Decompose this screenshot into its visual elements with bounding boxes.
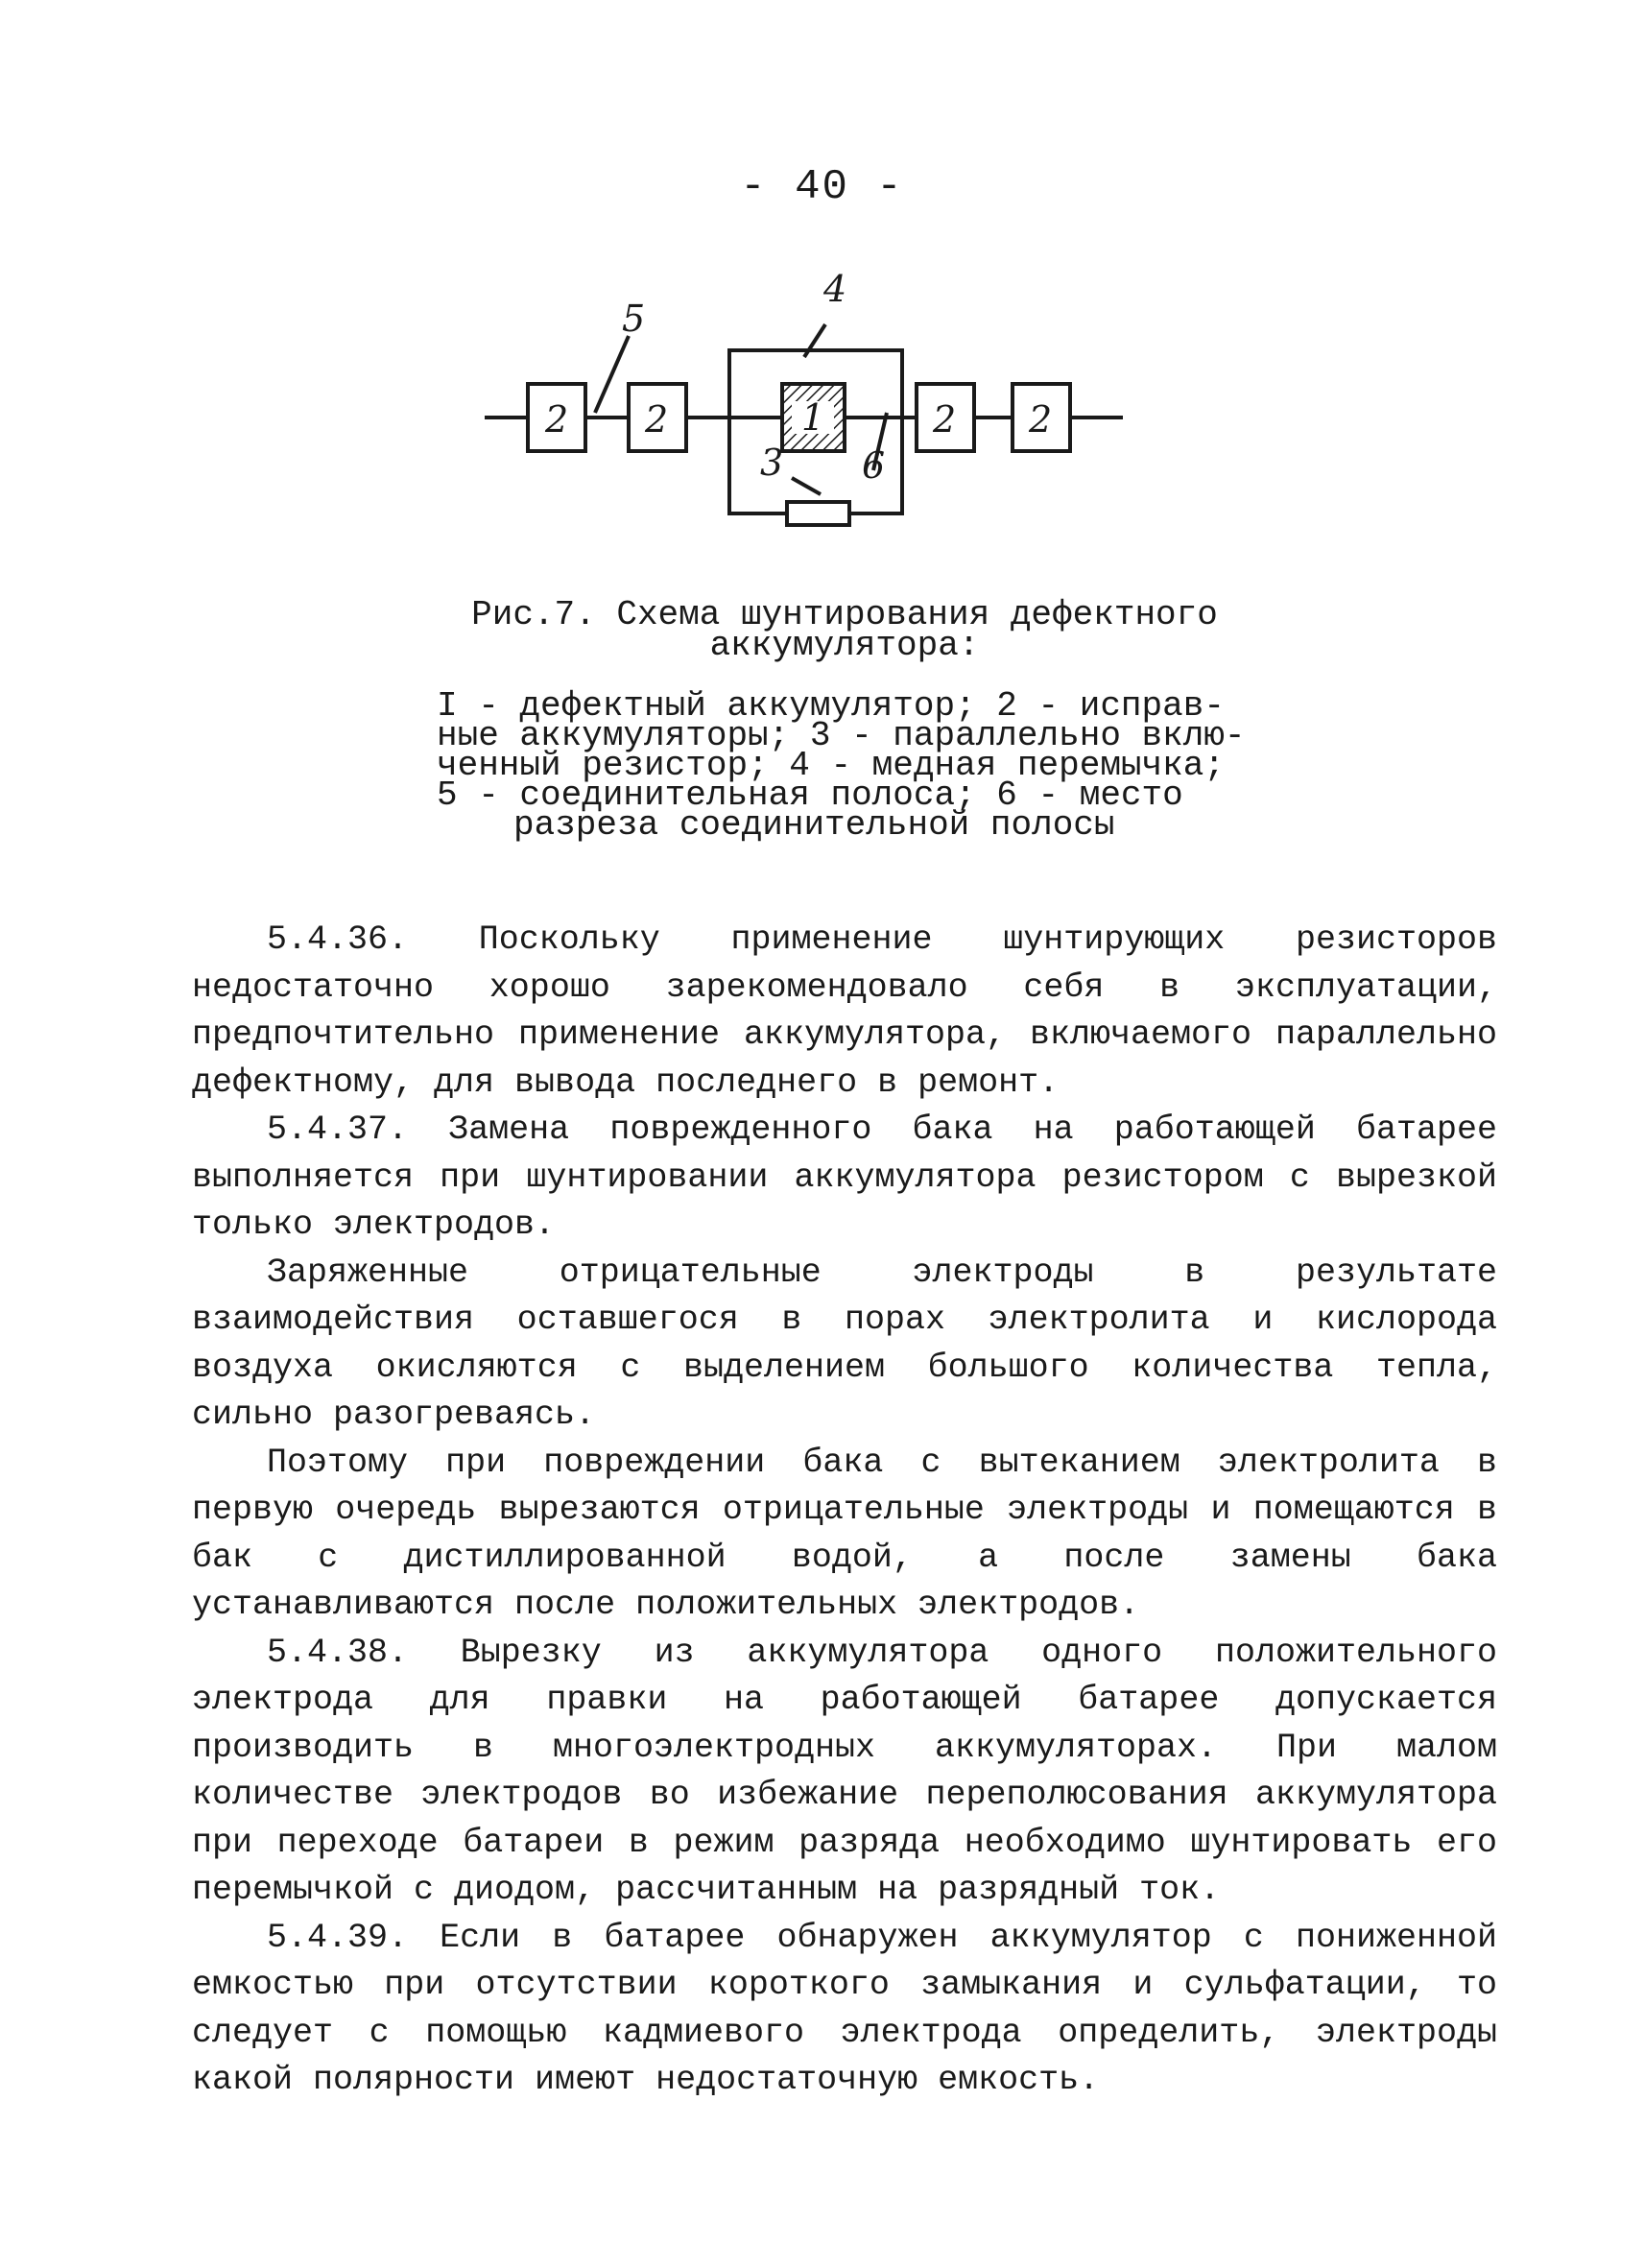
label-2: 2 [933, 398, 957, 441]
paragraph-charged-electrodes: Заряженные отрицательные электроды в результате взаимодействия оставшегося в порах электролита и кислорода воздуха окисляются с выделением большого количества тепла, сильно разогреваясь. [192, 1253, 1497, 1434]
caption-subtitle: аккумулятора: [709, 626, 980, 665]
paragraph-5-4-37: 5.4.37. Замена поврежденного бака на работающей батарее выполняется при шунтировании аккумулятора резистором с вырезкой только электродов. [192, 1110, 1497, 1244]
label-4: 4 [823, 269, 847, 310]
label-2: 2 [545, 398, 569, 441]
figure-legend [437, 686, 1281, 845]
legend-line: I - дефектный аккумулятор; 2 - исправ- [437, 686, 1225, 726]
parallel-resistor [787, 502, 849, 525]
legend-line: 5 - соединительная полоса; 6 - место [437, 776, 1183, 815]
caption-title: Рис.7. Схема шунтирования дефектного [471, 595, 1218, 634]
paragraph-5-4-38: 5.4.38. Вырезку из аккумулятора одного положительного электрода для правки на работающей батарее допускается производить в многоэлектродных аккумуляторах. При малом количестве электродов во избежание переполюсования аккумулятора при переходе батареи в режим разряда необходимо шунтировать его перемычкой с диодом, рассчитанным на разрядный ток. [192, 1633, 1497, 1909]
leader-3 [792, 478, 821, 494]
body-text [192, 917, 1497, 2105]
figure-caption [422, 595, 1267, 665]
legend-line: ные аккумуляторы; 3 - параллельно вклю- [437, 716, 1246, 755]
legend-line: ченный резистор; 4 - медная перемычка; [437, 746, 1225, 785]
legend-line: разреза соединительной полосы [513, 805, 1115, 845]
page-number: - 40 - [740, 163, 904, 211]
label-1: 1 [801, 396, 825, 439]
label-3: 3 [760, 442, 784, 484]
leader-5 [595, 336, 629, 413]
label-2: 2 [645, 398, 669, 441]
paragraph-5-4-39: 5.4.39. Если в батарее обнаружен аккумулятор с пониженной емкостью при отсутствии короткого замыкания и сульфатации, то следует с помощью кадмиевого электрода определить, электроды какой полярности имеют недостаточную емкость. [192, 1918, 1497, 2099]
paragraph-5-4-36: 5.4.36. Поскольку применение шунтирующих резисторов недостаточно хорошо зарекомендовало себя в эксплуатации, предпочтительно применение аккумулятора, включаемого параллельно дефектному, для вывода последнего в ремонт. [192, 920, 1497, 1102]
label-5: 5 [622, 298, 646, 340]
label-6: 6 [862, 444, 886, 487]
shunt-diagram [461, 269, 1190, 547]
paragraph-tank-damage: Поэтому при повреждении бака с вытеканием электролита в первую очередь вырезаются отрицательные электроды и помещаются в бак с дистиллированной водой, а после замены бака устанавливаются после положительных электродов. [192, 1443, 1497, 1624]
label-2: 2 [1029, 398, 1053, 441]
